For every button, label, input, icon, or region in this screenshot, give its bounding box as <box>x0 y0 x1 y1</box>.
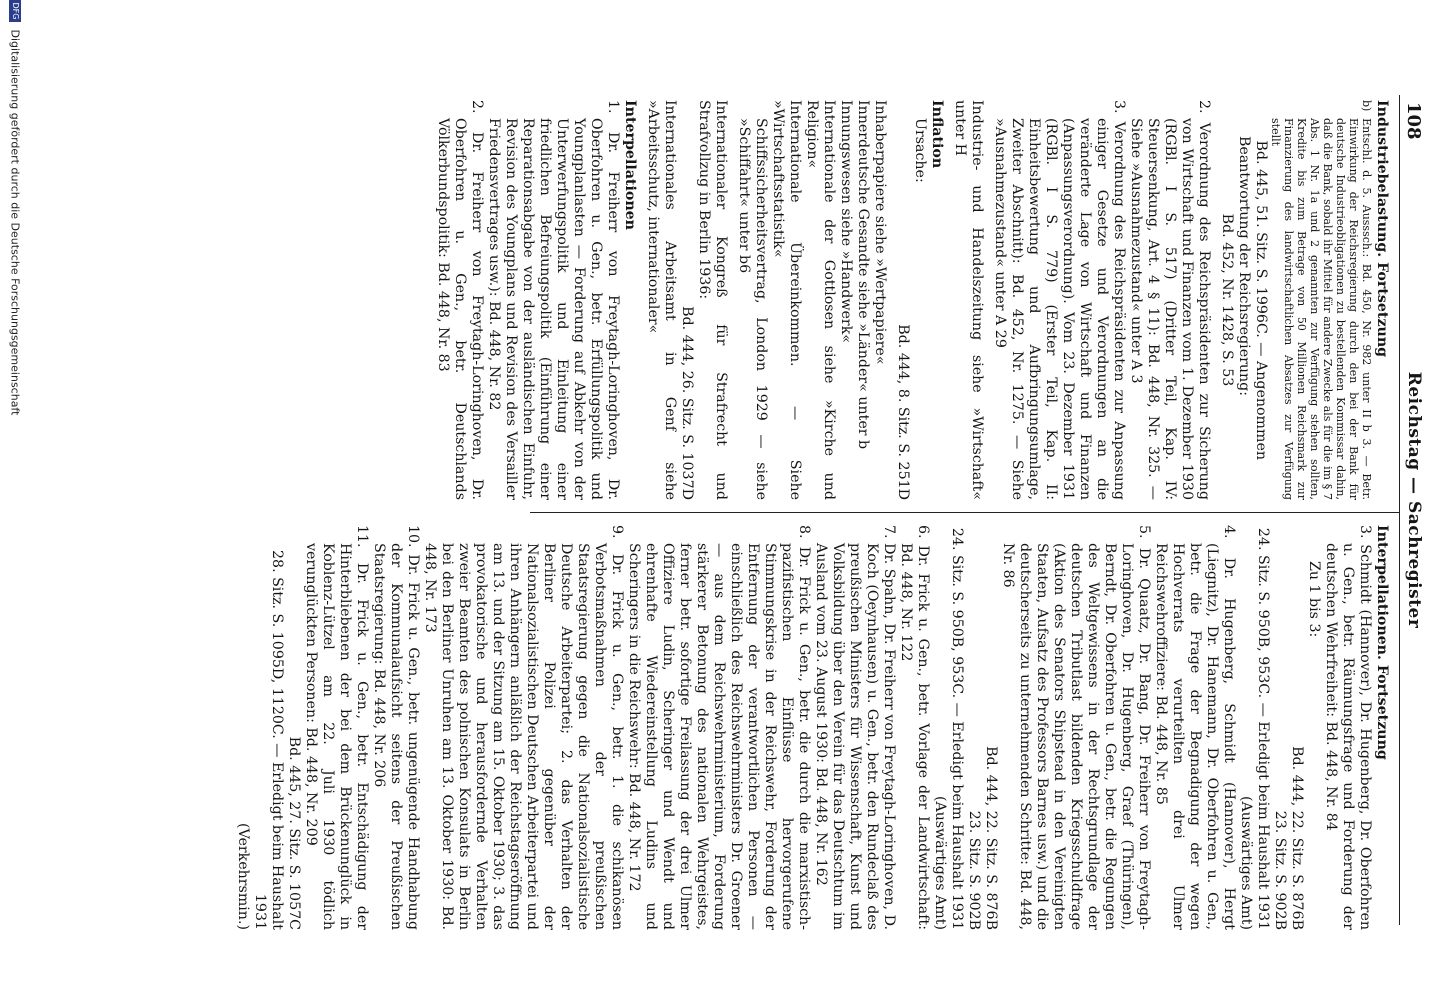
footer-credit: Digitalisierung gefördert durch die Deutsche Forschungsgemeinschaft <box>8 29 22 416</box>
index-entry: 9. Dr. Frick u. Gen., betr. 1. die schikanösen Verbotsmaßnahmen der preußischen Staatsregierung gegen die Nationalsozialistische Deutsche Arbeiterpartei; 2. das Verhalten der Berliner Polizei gegenüber der Nationalsozialistischen Deutschen Arbeiterpartei und ihren Anhängern anläßlich der Reichstagseröffnung am 13. und der Sitzung am 15. Oktober 1930; 3. das provokatorische und herausfordernde Verhalten zweier Beamten des polnischen Konsulats in Berlin bei den Berliner Unruhen am 13. Oktober 1930: Bd. 448, Nr. 173 <box>422 525 625 930</box>
right-column <box>234 525 1390 930</box>
index-entry: 8. Dr. Frick u. Gen., betr. die durch die marxistisch-pazifistischen Einflüsse hervorgerufene Stimmungskrise in der Reichswehr, Forderung der Entfernung der verantwortlichen Personen — einschließlich des Reichswehrministers Dr. Groener — aus dem Reichswehrministerium, Forderung stärkerer Betonung des nationalen Wehrgeistes, ferner betr. sofortige Freilassung der drei Ulmer Offiziere Ludin, Scheringer und Wendt und ehrenhafte Wiedereinstellung Ludins und Scheringers in die Reichswehr: Bd. 448, Nr. 172 <box>626 525 812 930</box>
index-entry: Innerdeutsche Gesandte siehe »Länder« unter b <box>855 100 871 450</box>
index-entry: b) Entschl. d. 5. Ausssch.: Bd. 450, Nr. 982 unter II b 3. — Betr. Einwirkung der Reichsregierung durch den bei der Bank für deutsche Industrieobligationen zu bestellenden Kommissar dahin, daß die Bank, sobald ihr Mittel für andere Zwecke als für die im § 7 Abs. 1 Nr. 1a und 2 genannten zur Verfügung stehen sollten, Kredite bis zum Betrage von 50 Millionen Reichsmark zur Finanzierung des landwirtschaftlichen Absatzes zur Verfügung stellt <box>1269 100 1373 500</box>
column-divider <box>530 512 1400 513</box>
index-entry: 28. Sitz. S. 1095D, 1120C. — Erledigt beim Haushalt 1931 <box>252 550 285 930</box>
index-entry: 3. Verordnung des Reichspräsidenten zur Anpassung einiger Gesetze und Verordnungen an die veränderte Lage von Wirtschaft und Finanzen (Anpassungsverordnung). Vom 23. Dezember 1931 (RGBl. I S. 779) (Erster Teil, Kap. II: Einheitsbewertung und Aufbringungsumlage, Zweiter Abschnitt): Bd. 452, Nr. 1275. — Siehe »Ausnahmezustand« unter A 29 <box>992 100 1127 500</box>
index-entry: 11. Dr. Frick u. Gen., betr. Entschädigung der Hinterbliebenen der bei dem Brückenunglück in Koblenz-Lützel am 22. Juli 1930 tödlich verunglückten Personen: Bd. 448, Nr. 209 <box>303 525 370 930</box>
index-entry: 10. Dr. Frick u. Gen., betr. ungenügende Handhabung der Kommunalaufsicht seitens der Preußischen Staatsregierung: Bd. 448, Nr. 206 <box>371 525 421 930</box>
index-entry: (Auswärtiges Amt) <box>932 795 948 930</box>
index-entry: (Verkehrsmin.) <box>235 822 251 930</box>
index-entry: Bd. 444, 22. Sitz. S. 876B <box>1289 746 1305 930</box>
index-entry: 3. Schmidt (Hannover), Dr. Hugenberg, Dr. Oberfohren u. Gen., betr. Räumungsfrage und Forderung der deutschen Wehrfreiheit: Bd. 448, Nr. 84 <box>1323 525 1373 930</box>
index-entry: Ursache: <box>912 118 928 183</box>
section-heading: Inflation <box>929 100 945 169</box>
index-entry: Industrie- und Handelszeitung siehe »Wirtschaft« unter H <box>952 100 985 500</box>
index-entry: Bd. 444, 8. Sitz. S. 251D <box>895 324 911 500</box>
index-entry: 2. Verordnung des Reichspräsidenten zur Sicherung von Wirtschaft und Finanzen vom 1. Dezember 1930 (RGBl. I S. 517) (Dritter Teil, Kap. IV: Steuersenkung, Art. 4 § 11): Bd. 448, Nr. 325. — Siehe »Ausnahmezustand« unter A 3 <box>1128 100 1212 500</box>
index-entry: Bd. 444, 26. Sitz. S. 1037D <box>679 306 695 500</box>
index-entry: Internationale Übereinkommen. — Siehe »Wirtschaftsstatistik« <box>770 100 803 500</box>
index-entry: 4. Dr. Hugenberg, Schmidt (Hannover), Hergt (Liegnitz), Dr. Hanemann, Dr. Oberfohren u. Gen., betr. die Frage der Begnadigung der wegen Hochverrats verurteilten drei Ulmer Reichswehroffiziere: Bd. 448, Nr. 85 <box>1153 525 1237 930</box>
index-entry: 24. Sitz. S. 950B, 953C. — Erledigt beim Haushalt 1931 <box>1255 527 1271 930</box>
index-entry: Bd. 445, 27. Sitz. S. 1057C <box>286 736 302 930</box>
section-heading: Industriebelastung. Fortsetzung <box>1374 100 1390 358</box>
index-entry: Internationaler Kongreß für Strafrecht und Strafvollzug in Berlin 1936: <box>696 100 729 500</box>
index-entry: Bd. 452, Nr. 1428, S. 53 <box>1219 213 1235 387</box>
index-entry: Beantwortung der Reichsregierung: <box>1236 136 1252 397</box>
index-entry: 23. Sitz. S. 902B <box>966 810 982 930</box>
spacer <box>945 100 951 500</box>
index-entry: 24. Sitz. S. 950B, 953C. — Erledigt beim Haushalt 1931 <box>949 527 965 930</box>
index-entry: Internationales Arbeitsamt in Genf siehe »Arbeitsschutz, internationaler« <box>645 100 678 500</box>
header-rule <box>1399 95 1400 925</box>
index-entry: Inhaberpapiere siehe »Wertpapiere« <box>872 100 888 365</box>
index-entry: Zu 1 bis 3: <box>1306 561 1322 638</box>
section-heading: Interpellationen <box>622 100 638 230</box>
running-head: Reichstag — Sachregister <box>1404 371 1424 629</box>
index-entry: (Auswärtiges Amt) <box>1238 795 1254 930</box>
index-entry: Bd. 445, 51. Sitz. S. 1996C. — Angenommen <box>1253 140 1269 460</box>
index-entry: 1. Dr. Freiherr von Freytagh-Loringhoven, Dr. Oberfohren u. Gen., betr. Erfüllungspolitik und Youngplanlasten — Forderung auf Abkehr von der Unterwerfungspolitik und Einleitung einer friedlichen Befreiungspolitik (Einführung einer Reparationsabgabe von der ausländischen Einfuhr, Revision des Youngplans und Revision des Versailler Friedensvertrages usw.): Bd. 448, Nr. 82 <box>486 100 621 500</box>
index-entry: 23. Sitz. S. 902B <box>1272 810 1288 930</box>
section-heading: Interpellationen. Fortsetzung <box>1374 525 1390 760</box>
index-entry: Bd. 444, 22. Sitz. S. 876B <box>983 746 999 930</box>
index-entry: 5. Dr. Quaatz, Dr. Bang, Dr. Freiherr von Freytagh-Loringhoven, Dr. Hugenberg, Graef (Thüringen), Berndt, Dr. Oberfohren u. Gen., betr. die Regungen des Weltgewissens in der Rechtsgrundlage der deutschen Tributlast bildenden Kriegsschuldfrage (Aktion des Senators Shipstead in den Vereinigten Staaten, Aufsatz des Professors Barnes usw.) und die deutscherseits zu unternehmenden Schritte: Bd. 448, Nr. 86 <box>1000 525 1152 930</box>
left-column <box>434 100 1390 500</box>
dfg-logo: DFG <box>9 0 21 22</box>
index-entry: 6. Dr. Frick u. Gen., betr. Vorlage der Landwirtschaft: Bd. 448, Nr. 122 <box>898 525 931 930</box>
index-entry: 7. Dr. Spahn, Dr. Freiherr von Freytagh-Loringhoven, D. Koch (Oeynhausen) u. Gen., betr. den Rundeclaß des preußischen Ministers für Wissenschaft, Kunst und Volksbildung über den Verein für das Deutschtum im Ausland vom 23. August 1930: Bd. 448, Nr. 162 <box>813 525 897 930</box>
index-entry: Internationale der Gottlosen siehe »Kirche und Religion« <box>804 100 837 500</box>
page-footer <box>9 0 23 1000</box>
index-entry: Innungswesen siehe »Handwerk« <box>838 100 854 343</box>
page-number: 108 <box>1403 102 1424 140</box>
index-entry: Schiffssicherheitsvertrag, London 1929 — siehe »Schiffahrt« unter b6 <box>736 118 769 500</box>
index-entry: 2. Dr. Freiherr von Freytagh-Loringhoven, Dr. Oberfohren u. Gen., betr. Deutschlands Völkerbundspolitik: Bd. 448, Nr. 83 <box>435 100 485 500</box>
